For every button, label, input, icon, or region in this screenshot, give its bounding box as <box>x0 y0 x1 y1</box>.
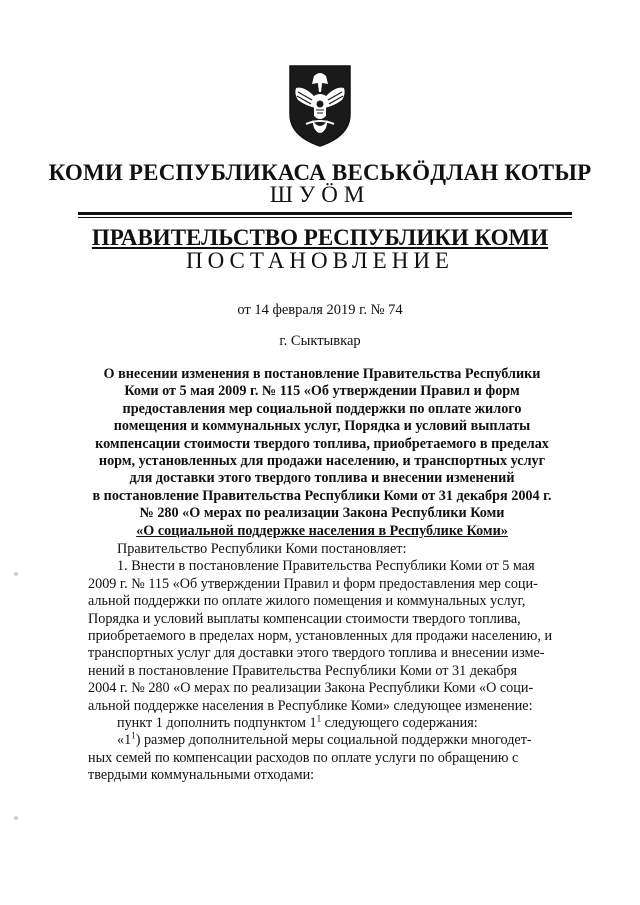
scan-margin-mark <box>14 816 18 820</box>
intro-paragraph: Правительство Республики Коми постановляет: <box>117 541 407 557</box>
paragraph-1-line: 1. Внести в постановление Правительства Республики Коми от 5 мая <box>117 558 535 575</box>
komi-subtitle: ШУӦМ <box>269 182 371 207</box>
paragraph-1-line: альной поддержке населения в Республике Коми» следующее изменение: <box>88 697 533 714</box>
paragraph-2-text: следующего содержания: <box>321 715 478 732</box>
heading-line: О внесении изменения в постановление Правительства Республики <box>103 366 541 382</box>
paragraph-1-line: 2004 г. № 280 «О мерах по реализации Закона Республики Коми «О соци- <box>88 680 534 697</box>
heading-line: норм, установленных для продажи населению, и транспортных услуг <box>98 453 546 470</box>
komi-coat-of-arms-icon <box>284 62 356 150</box>
paragraph-2 <box>88 715 572 732</box>
header-rule-thick <box>78 212 572 215</box>
heading-line: предоставления мер социальной поддержки по оплате жилого <box>122 400 522 417</box>
paragraph-1-line: 2009 г. № 115 «Об утверждении Правил и форм предоставления мер соци- <box>88 575 538 592</box>
heading-line: для доставки этого твердого топлива и внесении изменений <box>129 470 515 487</box>
paragraph-1-line: Порядка и условий выплаты компенсации стоимости твердого топлива, <box>88 610 521 627</box>
resolution-body <box>88 541 572 785</box>
superscript: 1 <box>316 713 322 724</box>
paragraph-1-line: приобретаемого в пределах норм, установленных для продажи населению, и <box>88 628 553 645</box>
document-type: ПОСТАНОВЛЕНИЕ <box>186 248 454 273</box>
header-rule-thin <box>78 217 572 218</box>
heading-line: помещения и коммунальных услуг, Порядка и условий выплаты <box>113 418 531 435</box>
paragraph-1-line: альной поддержки по оплате жилого помещения и коммунальных услуг, <box>88 593 526 610</box>
paragraph-3-line <box>88 732 572 749</box>
heading-line: № 280 «О мерах по реализации Закона Республики Коми <box>139 505 505 522</box>
paragraph-1-line: нений в постановление Правительства Республики Коми от 31 декабря <box>88 662 518 679</box>
resolution-heading <box>62 366 582 540</box>
paragraph-3-text: ) размер дополнительной меры социальной поддержки многодет- <box>135 732 532 749</box>
heading-line: компенсации стоимости твердого топлива, приобретаемого в пределах <box>95 435 549 452</box>
scan-margin-mark <box>14 572 18 576</box>
paragraph-3-line: ных семей по компенсации расходов по оплате услуги по обращению с <box>88 749 519 766</box>
komi-title: КОМИ РЕСПУБЛИКАСА ВЕСЬКӦДЛАН КОТЫР <box>48 160 592 185</box>
paragraph-2-text: пункт 1 дополнить подпунктом 1 <box>117 715 317 732</box>
heading-line: Коми от 5 мая 2009 г. № 115 «Об утверждении Правил и форм <box>124 383 520 400</box>
government-title: ПРАВИТЕЛЬСТВО РЕСПУБЛИКИ КОМИ <box>91 225 549 250</box>
paragraph-3-text: «1 <box>117 732 132 749</box>
paragraph-3-line: твердыми коммунальными отходами: <box>88 767 315 784</box>
superscript: 1 <box>131 730 136 741</box>
city-line: г. Сыктывкар <box>279 333 361 349</box>
heading-line: в постановление Правительства Республики Коми от 31 декабря 2004 г. <box>92 487 552 504</box>
date-number-line: от 14 февраля 2019 г. № 74 <box>237 302 403 318</box>
heading-line: «О социальной поддержке населения в Республике Коми» <box>136 522 508 539</box>
paragraph-1-line: транспортных услуг для доставки этого твердого топлива и внесении изме- <box>88 645 545 662</box>
